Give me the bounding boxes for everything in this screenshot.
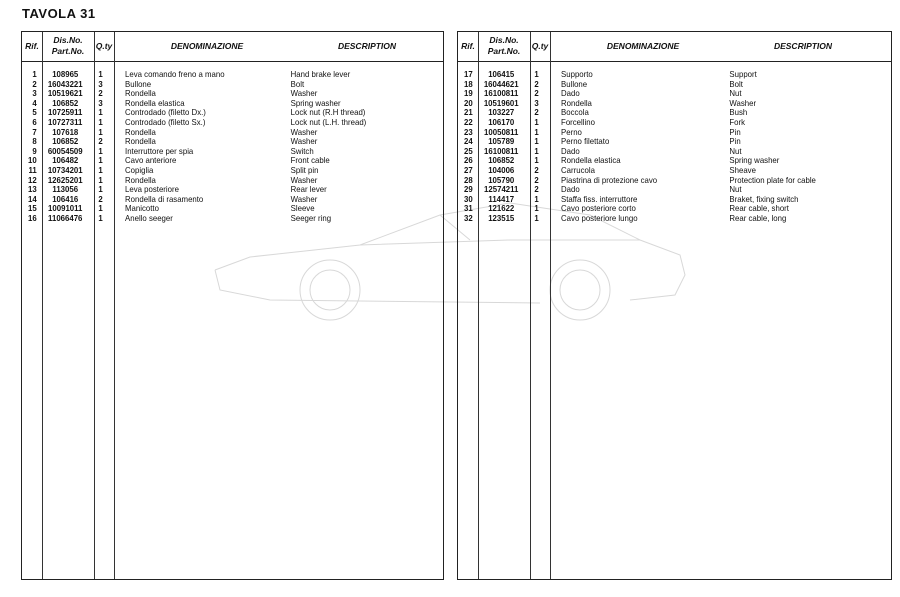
quantity: 1: [98, 69, 103, 79]
part-number: 10519621: [47, 88, 83, 99]
part-number: 10050811: [484, 126, 519, 137]
quantity: 1: [98, 184, 103, 195]
description: Front cable: [290, 155, 330, 166]
table-row: [22, 185, 409, 195]
quantity: 3: [98, 78, 103, 89]
denominazione: Forcellino: [561, 117, 595, 127]
part-number: 16100811: [484, 88, 519, 99]
denominazione: Manicotto: [125, 203, 159, 214]
quantity: 2: [534, 78, 539, 89]
ref-number: 8: [32, 136, 37, 147]
ref-number: 4: [32, 97, 37, 108]
description: Bolt: [290, 78, 305, 89]
description: Pin: [729, 136, 741, 147]
quantity: 1: [534, 117, 539, 127]
denominazione: Leva posteriore: [125, 184, 179, 195]
denominazione: Perno filettato: [561, 136, 610, 147]
quantity: 2: [534, 174, 539, 185]
ref-number: 27: [464, 165, 473, 175]
denominazione: Anello seeger: [125, 213, 173, 223]
quantity: 1: [98, 107, 103, 118]
table-row: [458, 147, 856, 157]
header-part-no: Part.No.: [51, 46, 85, 56]
part-number: 108965: [52, 69, 79, 79]
part-number: 10727311: [48, 117, 83, 127]
denominazione: Rondella: [125, 126, 156, 137]
part-number: 113056: [52, 184, 79, 195]
description: Nut: [729, 145, 742, 156]
description: Washer: [290, 126, 318, 137]
denominazione: Rondella: [125, 136, 156, 147]
table-row: [22, 118, 409, 128]
part-number: 16043221: [47, 78, 83, 89]
denominazione: Supporto: [561, 69, 593, 79]
quantity: 2: [534, 107, 539, 118]
part-number: 106416: [52, 193, 79, 204]
ref-number: 5: [32, 107, 37, 118]
description: Spring washer: [290, 97, 341, 108]
header-denominazione: DENOMINAZIONE: [170, 41, 244, 51]
ref-number: 25: [464, 145, 473, 156]
part-number: 106852: [488, 155, 515, 166]
parts-table-left: [21, 31, 444, 580]
quantity: 1: [98, 126, 103, 137]
table-header: [22, 32, 443, 62]
header-qty: Q.ty: [531, 41, 549, 51]
quantity: 2: [98, 136, 103, 147]
denominazione: Bullone: [561, 78, 588, 89]
description: Braket, fixing switch: [729, 193, 799, 204]
ref-number: 11: [28, 165, 37, 175]
table-row: [458, 214, 856, 224]
part-number: 16044621: [483, 78, 519, 89]
quantity: 3: [534, 97, 539, 108]
part-number: 12625201: [47, 174, 83, 185]
ref-number: 13: [28, 184, 37, 195]
part-number: 11066476: [48, 213, 83, 223]
ref-number: 24: [464, 136, 473, 147]
description: Protection plate for cable: [729, 174, 816, 185]
denominazione: Rondella: [125, 174, 156, 185]
ref-number: 18: [464, 78, 473, 89]
denominazione: Interruttore per spia: [125, 145, 194, 156]
part-number: 10519601: [483, 97, 519, 108]
description: Washer: [290, 174, 318, 185]
description: Fork: [729, 117, 746, 127]
header-qty: Q.ty: [95, 41, 113, 51]
ref-number: 20: [464, 97, 473, 108]
part-number: 107618: [52, 126, 79, 137]
description: Bolt: [729, 78, 743, 89]
description: Washer: [290, 193, 318, 204]
ref-number: 30: [464, 193, 473, 204]
table-row: [22, 214, 409, 224]
ref-number: 2: [32, 78, 37, 89]
description: Spring washer: [729, 155, 780, 166]
part-number: 10091011: [48, 203, 83, 214]
quantity: 1: [534, 203, 539, 214]
table-row: [22, 89, 409, 99]
part-number: 10725911: [48, 107, 83, 118]
denominazione: Boccola: [561, 107, 589, 118]
quantity: 1: [98, 203, 103, 214]
ref-number: 1: [32, 69, 37, 79]
denominazione: Staffa fiss. interruttore: [561, 193, 638, 204]
part-number: 105789: [488, 136, 515, 147]
table-row: [458, 99, 856, 109]
part-number: 16100811: [484, 145, 519, 156]
ref-number: 32: [464, 213, 473, 223]
denominazione: Dado: [561, 184, 580, 195]
description: Split pin: [290, 165, 319, 175]
description: Nut: [729, 88, 742, 99]
denominazione: Leva comando freno a mano: [125, 69, 225, 79]
denominazione: Perno: [561, 126, 582, 137]
denominazione: Cavo posteriore corto: [561, 203, 636, 214]
table-header: [458, 32, 891, 62]
part-number: 10734201: [47, 165, 83, 175]
table-row: [22, 128, 409, 138]
part-number: 60054509: [47, 145, 83, 156]
description: Pin: [729, 126, 741, 137]
denominazione: Carrucola: [561, 165, 595, 175]
part-number: 12574211: [484, 184, 519, 195]
description: Support: [729, 69, 757, 79]
denominazione: Cavo anteriore: [125, 155, 177, 166]
denominazione: Cavo posteriore lungo: [561, 213, 638, 223]
description: Sheave: [729, 165, 756, 175]
table-row: [458, 204, 856, 214]
quantity: 2: [534, 88, 539, 99]
description: Switch: [290, 145, 314, 156]
description: Rear cable, long: [729, 213, 787, 223]
ref-number: 6: [32, 117, 37, 127]
table-row: [458, 108, 856, 118]
ref-number: 12: [28, 174, 37, 185]
table-row: [458, 128, 856, 138]
description: Seeger ring: [290, 213, 332, 223]
description: Rear lever: [290, 184, 327, 195]
description: Rear cable, short: [729, 203, 789, 214]
ref-number: 22: [464, 117, 473, 127]
header-rif: Rif.: [461, 41, 475, 51]
denominazione: Rondella: [125, 88, 156, 99]
denominazione: Copiglia: [125, 165, 154, 175]
description: Nut: [729, 184, 742, 195]
table-row: [458, 156, 856, 166]
part-number: 106170: [488, 117, 515, 127]
quantity: 1: [534, 213, 539, 223]
header-description: DESCRIPTION: [337, 41, 397, 51]
ref-number: 19: [464, 88, 473, 99]
part-number: 106482: [52, 155, 79, 166]
part-number: 123515: [488, 213, 515, 223]
part-number: 114417: [488, 193, 515, 204]
quantity: 1: [98, 213, 103, 223]
ref-number: 31: [464, 203, 473, 214]
denominazione: Bullone: [125, 78, 152, 89]
header-dis-no: Dis.No.: [489, 35, 519, 45]
part-number: 106415: [488, 69, 515, 79]
description: Bush: [729, 107, 748, 118]
denominazione: Rondella elastica: [125, 97, 185, 108]
denominazione: Rondella: [561, 97, 592, 108]
ref-number: 16: [28, 213, 37, 223]
ref-number: 7: [32, 126, 37, 137]
quantity: 1: [534, 69, 539, 79]
description: Hand brake lever: [290, 69, 351, 79]
denominazione: Piastrina di protezione cavo: [561, 174, 658, 185]
page-title: TAVOLA 31: [22, 6, 96, 21]
header-dis-no: Dis.No.: [53, 35, 83, 45]
quantity: 1: [534, 193, 539, 204]
description: Washer: [290, 136, 318, 147]
denominazione: Dado: [561, 88, 580, 99]
ref-number: 17: [464, 69, 473, 79]
parts-table-right: [457, 31, 892, 580]
quantity: 1: [534, 136, 539, 147]
ref-number: 10: [28, 155, 37, 166]
quantity: 2: [534, 184, 539, 195]
part-number: 121622: [488, 203, 515, 214]
ref-number: 14: [28, 193, 37, 204]
description: Washer: [290, 88, 318, 99]
quantity: 1: [98, 165, 103, 175]
denominazione: Controdado (filetto Sx.): [125, 117, 206, 127]
quantity: 1: [98, 155, 103, 166]
denominazione: Rondella elastica: [561, 155, 621, 166]
denominazione: Controdado (filetto Dx.): [125, 107, 206, 118]
part-number: 106852: [52, 136, 79, 147]
table-row: [22, 176, 409, 186]
ref-number: 29: [464, 184, 473, 195]
quantity: 1: [98, 145, 103, 156]
quantity: 1: [534, 145, 539, 156]
part-number: 104006: [488, 165, 515, 175]
description: Lock nut (R.H thread): [290, 107, 366, 118]
quantity: 1: [534, 126, 539, 137]
header-rif: Rif.: [25, 41, 39, 51]
ref-number: 23: [464, 126, 473, 137]
table-row: [458, 195, 856, 205]
header-denominazione: DENOMINAZIONE: [606, 41, 680, 51]
quantity: 1: [98, 174, 103, 185]
description: Sleeve: [290, 203, 315, 214]
ref-number: 21: [464, 107, 473, 118]
ref-number: 28: [464, 174, 473, 185]
description: Washer: [729, 97, 757, 108]
quantity: 2: [98, 193, 103, 204]
quantity: 1: [534, 155, 539, 166]
denominazione: Dado: [561, 145, 580, 156]
table-row: [22, 147, 409, 157]
part-number: 103227: [488, 107, 515, 118]
quantity: 2: [98, 88, 103, 99]
header-description: DESCRIPTION: [773, 41, 833, 51]
denominazione: Rondella di rasamento: [125, 193, 204, 204]
ref-number: 15: [28, 203, 37, 214]
part-number: 106852: [52, 97, 79, 108]
ref-number: 9: [32, 145, 37, 156]
ref-number: 26: [464, 155, 473, 166]
quantity: 2: [534, 165, 539, 175]
header-part-no: Part.No.: [487, 46, 521, 56]
quantity: 3: [98, 97, 103, 108]
quantity: 1: [98, 117, 103, 127]
ref-number: 3: [32, 88, 37, 99]
description: Lock nut (L.H. thread): [290, 117, 367, 127]
part-number: 105790: [488, 174, 515, 185]
